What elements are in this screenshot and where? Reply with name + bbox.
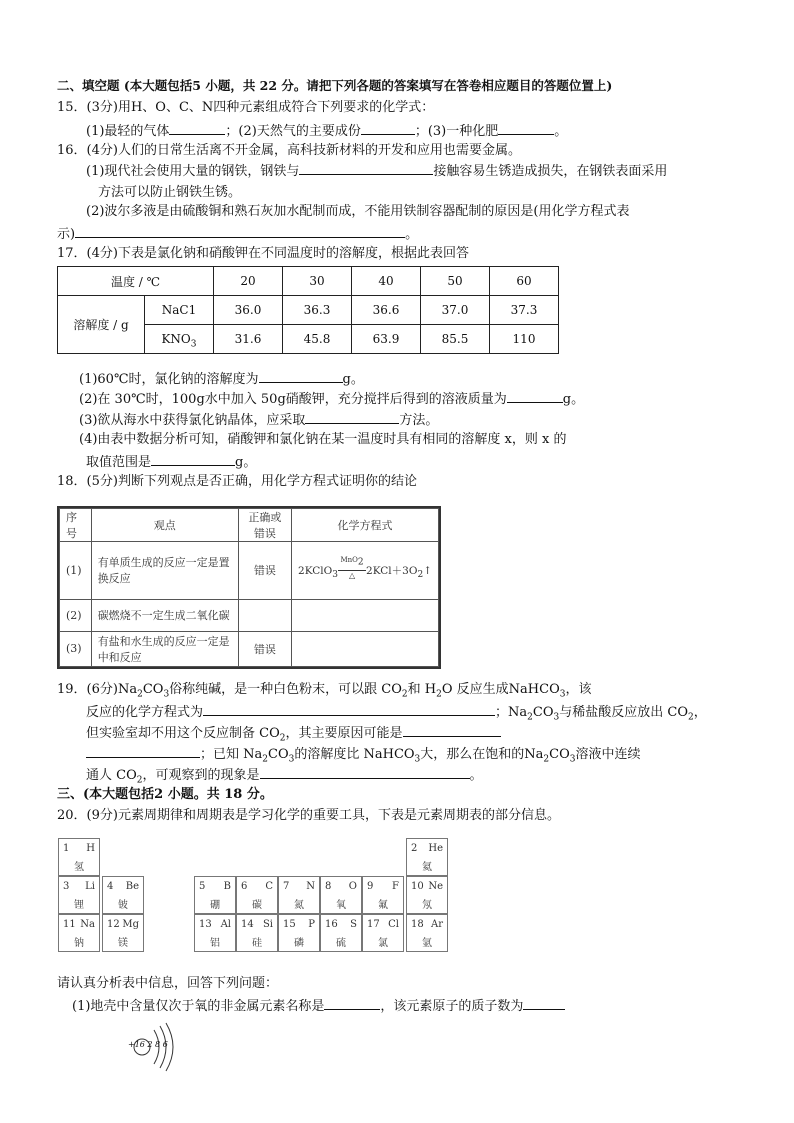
q19-t: CO	[549, 747, 570, 762]
q19-sub: 3	[414, 754, 421, 765]
element-name: 氢	[74, 862, 84, 873]
q16-l1b: 接触容易生锈造成损失，在钢铁表面采用	[433, 164, 668, 179]
views-header: 正确或错误	[238, 509, 291, 542]
element-number: 4	[107, 881, 114, 892]
q19-sub: 2	[136, 775, 143, 786]
q19-t: ；已知 Na	[200, 747, 263, 762]
element-name: 钠	[74, 938, 84, 949]
question-20-stem: 20．(9分)元素周期律和周期表是学习化学的重要工具，下表是元素周期表的部分信息。	[57, 808, 560, 823]
nacl-value-cell: 36.0	[214, 296, 283, 325]
nacl-value-cell: 36.6	[352, 296, 421, 325]
element-symbol: H	[86, 843, 95, 854]
q15-part3-label: ；(3)一种化肥	[414, 124, 499, 139]
element-name: 硼	[210, 900, 220, 911]
views-header: 化学方程式	[292, 509, 439, 542]
question-16-stem: 16．(4分)人们的日常生活离不开金属，高科技新材料的开发和应用也需要金属。	[57, 143, 521, 158]
q17-blank-1[interactable]	[259, 369, 343, 383]
element-number: 9	[367, 881, 374, 892]
element-symbol: Si	[262, 919, 273, 930]
element-symbol: Be	[125, 881, 139, 892]
q19-t: 通人 CO	[86, 768, 137, 783]
q16-line-3: (2)波尔多液是由硫酸铜和熟石灰加水配制而成，不能用铁制容器配制的原因是(用化学方程式表	[86, 204, 630, 219]
element-symbol: Cl	[388, 919, 399, 930]
question-15-blanks	[86, 121, 567, 141]
q19-t: CO	[532, 705, 554, 720]
q16-end: 。	[405, 227, 419, 242]
views-row-judge[interactable]	[238, 599, 291, 631]
element-name: 氦	[422, 862, 432, 873]
views-row-judge: 错误	[238, 542, 291, 599]
element-number: 15	[283, 919, 296, 930]
q19-t: 大，那么在饱和的Na	[420, 747, 544, 762]
section-2-heading: 二、填空题 (本大题包括5 小题，共 22 分。请把下列各题的答案填写在答卷相应题目的答题位置上)	[57, 78, 613, 93]
element-symbol: Mg	[122, 919, 139, 930]
q19-t: CO	[142, 682, 164, 697]
element-name: 磷	[294, 938, 304, 949]
q19-blank-1[interactable]	[203, 702, 495, 716]
q19-t: ，其主要原因可能是	[285, 726, 403, 741]
eq-catalyst-text: MnO	[340, 556, 358, 565]
q15-blank-2[interactable]	[361, 121, 415, 135]
element-number: 16	[325, 919, 338, 930]
q15-part2-label: ；(2)天然气的主要成份	[225, 124, 361, 139]
q17-a3-end: 方法。	[399, 413, 439, 428]
eq-catalyst	[338, 556, 366, 568]
views-row-view: 有盐和水生成的反应一定是中和反应	[91, 631, 238, 666]
element-cell	[362, 914, 404, 952]
element-number: 3	[63, 881, 70, 892]
element-symbol: N	[306, 881, 315, 892]
element-cell	[278, 914, 320, 952]
eq-arrow-condition	[338, 556, 366, 581]
q20-blank-2[interactable]	[523, 996, 565, 1010]
element-symbol: Ne	[428, 881, 443, 892]
element-name: 氟	[378, 900, 388, 911]
q19-t: 但实验室却不用这个反应制备 CO	[86, 726, 280, 741]
temp-cell: 60	[490, 267, 559, 296]
element-name: 镁	[118, 938, 128, 949]
element-number: 17	[367, 919, 380, 930]
q17-blank-3[interactable]	[305, 410, 399, 424]
element-number: 6	[241, 881, 248, 892]
q20-part-1	[72, 996, 565, 1016]
element-number: 8	[325, 881, 332, 892]
q19-blank-2[interactable]	[403, 723, 501, 737]
q19-line-4	[86, 744, 641, 764]
q17-a2-end: g。	[562, 392, 585, 407]
q17-blank-2[interactable]	[507, 389, 563, 403]
kno3-value-cell: 85.5	[421, 325, 490, 354]
element-number: 13	[199, 919, 212, 930]
q19-t: ，该	[565, 682, 592, 697]
element-cell	[58, 914, 100, 952]
q17-a4b	[86, 452, 256, 472]
periodic-table	[58, 838, 448, 951]
q15-blank-3[interactable]	[498, 121, 554, 135]
views-table-box	[57, 506, 441, 669]
element-name: 碳	[252, 900, 262, 911]
q19-sub: 3	[559, 689, 566, 700]
temp-cell: 40	[352, 267, 421, 296]
kno3-value-cell: 110	[490, 325, 559, 354]
element-name: 氩	[422, 938, 432, 949]
eq-catalyst-sub: 2	[357, 557, 364, 568]
element-cell	[102, 914, 144, 952]
q19-t: ；Na	[495, 705, 528, 720]
q16-line-2	[98, 182, 241, 202]
element-name: 氯	[378, 938, 388, 949]
eq-heat: △	[348, 571, 356, 581]
q16-line-4	[57, 224, 418, 244]
element-cell	[194, 914, 236, 952]
element-name: 氧	[336, 900, 346, 911]
element-number: 12	[107, 919, 120, 930]
q19-sub: 2	[543, 754, 550, 765]
element-symbol: He	[428, 843, 443, 854]
q16-l4: 示)	[57, 227, 76, 242]
eq-reactant: 2KClO	[298, 564, 333, 577]
element-name: 锂	[74, 900, 84, 911]
q19-t: 反应的化学方程式为	[86, 705, 204, 720]
element-symbol: P	[308, 919, 315, 930]
element-number: 11	[63, 919, 76, 930]
q19-t: ，	[693, 705, 707, 720]
element-cell	[236, 876, 278, 914]
q17-a3	[79, 410, 438, 430]
eq-reactant-sub: 3	[332, 569, 339, 580]
element-cell	[58, 838, 100, 876]
views-row-equation	[292, 542, 439, 599]
views-row-equation[interactable]	[292, 631, 439, 666]
views-row-view: 碳燃烧不一定生成二氧化碳	[91, 599, 238, 631]
q15-end: 。	[554, 124, 568, 139]
element-name: 硫	[336, 938, 346, 949]
q19-sub: 3	[569, 754, 576, 765]
q19-sub: 2	[527, 712, 533, 723]
element-name: 氖	[422, 900, 432, 911]
nacl-value-cell: 37.0	[421, 296, 490, 325]
element-cell	[58, 876, 100, 914]
q19-line-5	[86, 765, 483, 785]
views-row-equation[interactable]	[292, 599, 439, 631]
q19-sub: 3	[288, 754, 295, 765]
q19-t: 和 H	[407, 682, 437, 697]
element-number: 7	[283, 881, 290, 892]
nacl-label-cell: NaC1	[145, 296, 214, 325]
kno3-value-cell: 45.8	[283, 325, 352, 354]
views-row-no: (1)	[60, 542, 92, 599]
q19-sub: 2	[137, 689, 143, 700]
q17-a2-text: (2)在 30℃时，100g水中加入 50g硝酸钾，充分搅拌后得到的溶液质量为	[79, 392, 507, 407]
q20-blank-1[interactable]	[324, 996, 380, 1010]
atom-label: +16 2 8 6	[128, 1040, 168, 1049]
q19-t: ，可观察到的现象是	[142, 768, 260, 783]
element-symbol: Li	[85, 881, 95, 892]
element-symbol: Al	[220, 919, 231, 930]
element-symbol: Na	[80, 919, 95, 930]
q19-end: 。	[469, 768, 483, 783]
q17-a4b-end: g。	[235, 455, 257, 470]
element-symbol: O	[348, 881, 357, 892]
q19-sub: 2	[687, 712, 694, 723]
element-cell	[194, 876, 236, 914]
q19-line-3	[86, 723, 501, 743]
q16-blank-1[interactable]	[299, 161, 433, 175]
eq-gas-arrow: ↑	[423, 564, 432, 577]
views-header: 观点	[91, 509, 238, 542]
q19-blank-4[interactable]	[260, 765, 470, 779]
element-cell	[102, 876, 144, 914]
element-number: 14	[241, 919, 254, 930]
views-row-no: (3)	[60, 631, 92, 666]
element-cell	[320, 876, 362, 914]
q19-sub: 3	[163, 689, 170, 700]
q16-line-1	[86, 161, 667, 181]
question-17-stem: 17．(4分)下表是氯化钠和硝酸钾在不同温度时的溶解度，根据此表回答	[57, 246, 469, 261]
question-15-stem: 15．(3分)用H、O、C、N四种元素组成符合下列要求的化学式：	[57, 100, 435, 115]
q19-t: 与稀盐酸反应放出 CO	[559, 705, 688, 720]
q17-a4b-text: 取值范围是	[86, 455, 152, 470]
q19-t: 溶液中连续	[575, 747, 641, 762]
nacl-value-cell: 37.3	[490, 296, 559, 325]
element-cell	[236, 914, 278, 952]
element-cell	[362, 876, 404, 914]
temp-cell: 50	[421, 267, 490, 296]
temp-cell: 30	[283, 267, 352, 296]
q19-sub: 2	[401, 689, 408, 700]
question-18-stem: 18．(5分)判断下列观点是否正确，用化学方程式证明你的结论	[57, 474, 417, 489]
element-number: 10	[411, 881, 424, 892]
temp-label-cell: 温度 / ℃	[58, 267, 214, 296]
q17-a1	[79, 369, 364, 389]
element-symbol: S	[350, 919, 357, 930]
element-cell	[406, 914, 448, 952]
views-row-view: 有单质生成的反应一定是置换反应	[91, 542, 238, 599]
element-name: 氮	[294, 900, 304, 911]
q20-p1a: (1)地壳中含量仅次于氧的非金属元素名称是	[72, 999, 325, 1014]
temp-cell: 20	[214, 267, 283, 296]
q20-instruction: 请认真分析表中信息，回答下列问题：	[57, 976, 279, 991]
views-row-no: (2)	[60, 599, 92, 631]
kno3-text: KNO	[161, 332, 191, 346]
kno3-value-cell: 31.6	[214, 325, 283, 354]
q19-t: 19．(6分)Na	[57, 682, 138, 697]
views-row-judge: 错误	[238, 631, 291, 666]
eq-product: 2KCl＋3O	[366, 564, 418, 577]
kno3-sub: 3	[190, 339, 197, 350]
element-symbol: B	[223, 881, 231, 892]
q19-sub: 3	[553, 712, 560, 723]
solubility-label-cell: 溶解度 / g	[58, 296, 145, 354]
element-symbol: Ar	[430, 919, 443, 930]
q19-t: 俗称纯碱，是一种白色粉末，可以跟 CO	[169, 682, 402, 697]
q19-line-1	[57, 681, 591, 699]
q17-blank-4[interactable]	[151, 452, 235, 466]
eq-product-sub: 2	[417, 569, 424, 580]
q17-a1-end: g。	[342, 372, 364, 387]
q19-sub: 2	[279, 733, 286, 744]
q16-l1a: (1)现代社会使用大量的钢铁，钢铁与	[86, 164, 300, 179]
element-name: 硅	[252, 938, 262, 949]
q16-l2: 方法可以防止钢铁生锈。	[98, 185, 242, 200]
q16-blank-3[interactable]	[75, 224, 405, 238]
kno3-value-cell: 63.9	[352, 325, 421, 354]
q15-blank-1[interactable]	[169, 121, 225, 135]
element-cell	[406, 838, 448, 876]
q17-a3-text: (3)欲从海水中获得氯化钠晶体，应采取	[79, 413, 306, 428]
views-header: 序号	[60, 509, 92, 542]
q15-part1-label: (1)最轻的气体	[86, 124, 170, 139]
solubility-table	[57, 266, 559, 354]
element-number: 2	[411, 843, 418, 854]
element-cell	[278, 876, 320, 914]
element-number: 5	[199, 881, 206, 892]
q19-t: CO	[268, 747, 289, 762]
nacl-value-cell: 36.3	[283, 296, 352, 325]
element-number: 18	[411, 919, 424, 930]
element-name: 铝	[210, 938, 220, 949]
atom-structure-diagram	[128, 1022, 188, 1072]
q17-a1-text: (1)60℃时，氯化钠的溶解度为	[79, 372, 259, 387]
q17-a2	[79, 389, 584, 409]
element-symbol: F	[392, 881, 399, 892]
q17-a4: (4)由表中数据分析可知，硝酸钾和氯化钠在某一温度时具有相同的溶解度 x，则 x 的	[79, 432, 567, 447]
views-table	[59, 508, 439, 667]
q19-t: 的溶解度比 NaHCO	[294, 747, 415, 762]
q19-sub: 2	[436, 689, 442, 700]
section-3-heading: 三、(本大题包括2 小题。共 18 分。	[57, 787, 273, 802]
element-cell	[320, 914, 362, 952]
kno3-label-cell	[145, 325, 214, 354]
q19-line-2	[86, 702, 707, 722]
element-number: 1	[63, 843, 70, 854]
element-cell	[406, 876, 448, 914]
q19-sub: 2	[262, 754, 268, 765]
q19-blank-3[interactable]	[86, 744, 200, 758]
element-name: 铍	[118, 900, 128, 911]
q20-p1b: ，该元素原子的质子数为	[380, 999, 524, 1014]
element-symbol: C	[265, 881, 273, 892]
q19-t: O 反应生成NaHCO	[441, 682, 560, 697]
